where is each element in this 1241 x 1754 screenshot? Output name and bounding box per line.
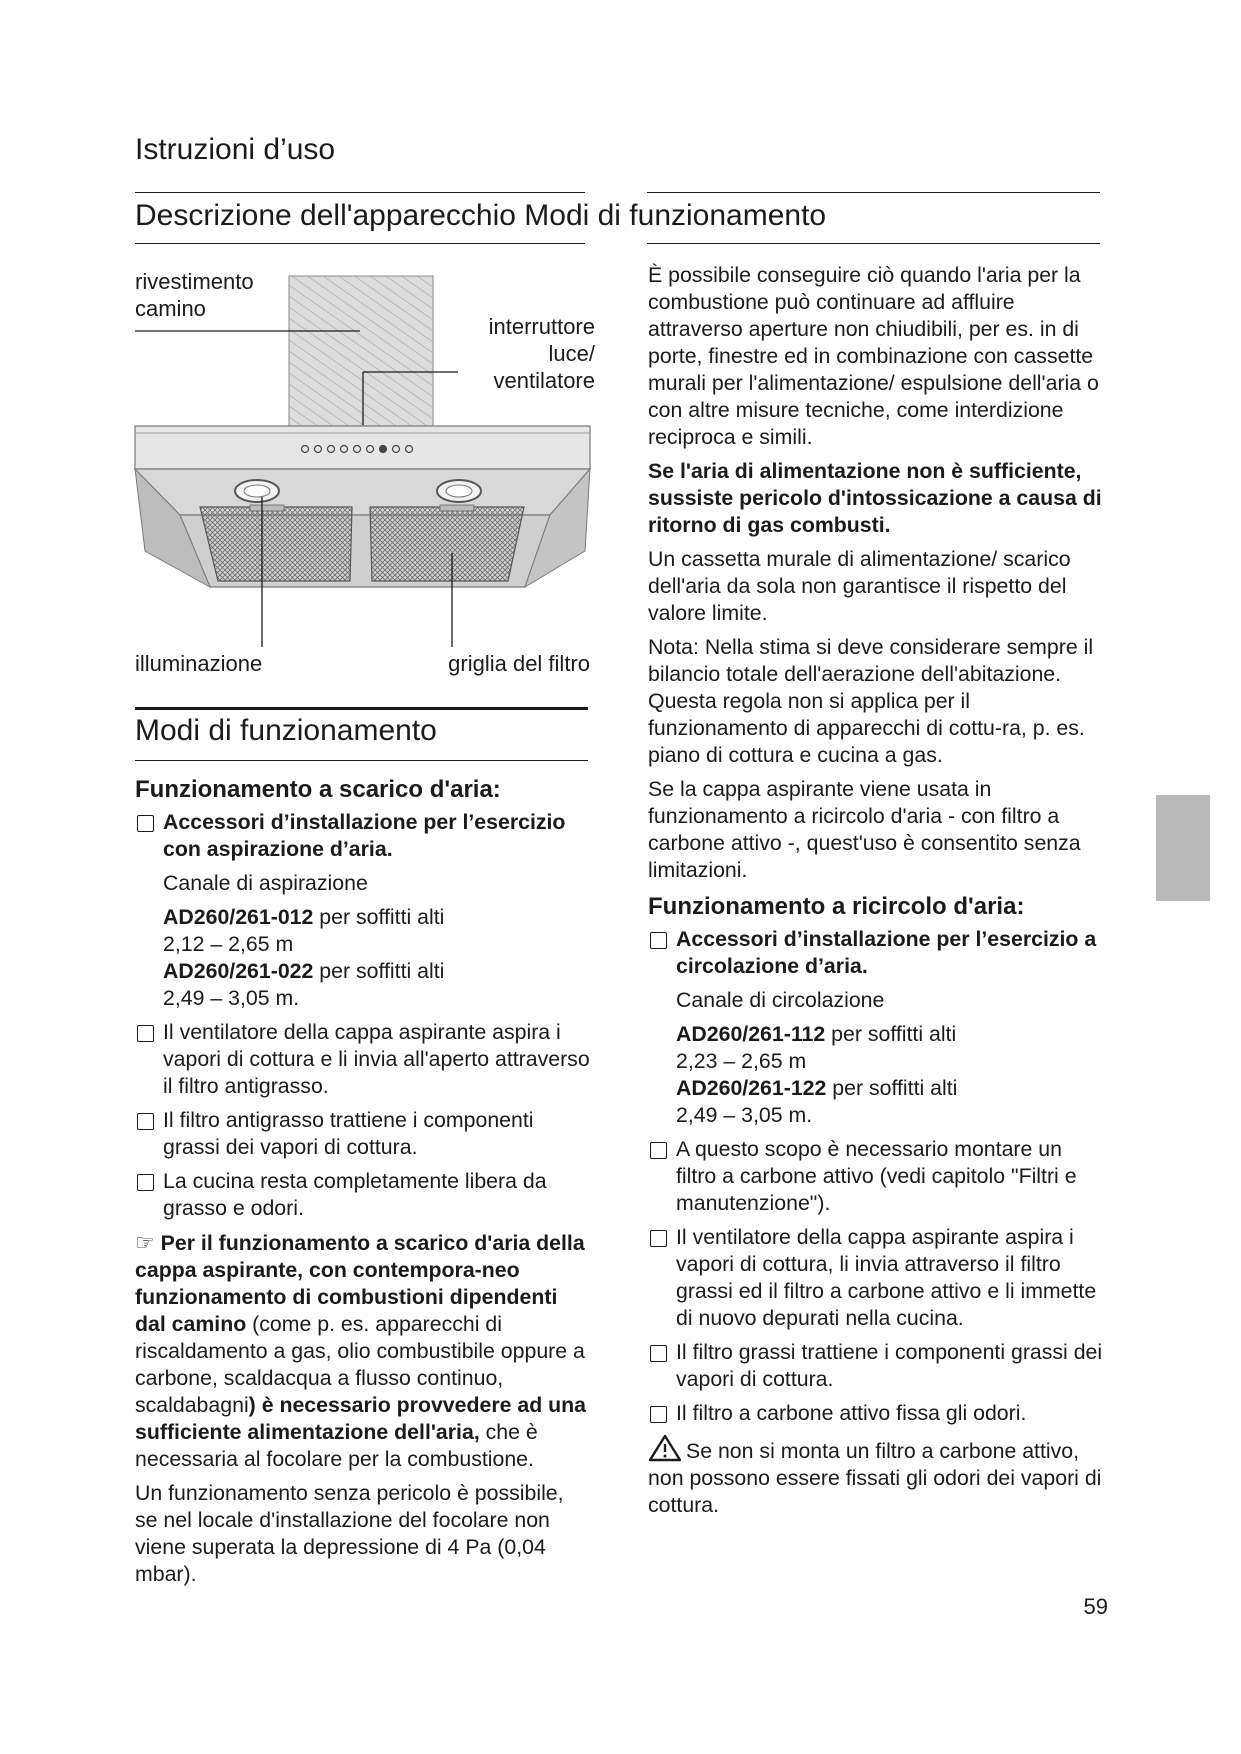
grease-filter-right — [370, 507, 524, 581]
label-switch: interruttore luce/ ventilatore — [488, 314, 595, 393]
safety-note: ☞ Per il funzionamento a scarico d'aria della cappa aspirante, con contempora-neo funzionamento di combustioni dipendenti dal camino (come p. es. apparecchi di riscaldamento a gas, olio combustibile oppure a carbone, scaldacqua a flusso continuo, scaldabagni) è necessario provvedere ad una sufficiente alimentazione dell'aria, che è necessaria al focolare per la combustione. — [135, 1230, 587, 1471]
checkbox-icon — [137, 1025, 154, 1042]
paragraph: Nota: Nella stima si deve considerare sempre il bilancio totale dell'aerazione dell'abitazione. Questa regola non si applica per il funzionamento di apparecchi di cottu-ra, p. es. piano di cottura e cucina a gas. — [648, 635, 1094, 767]
list-item: Il filtro antigrasso trattiene i componenti grassi dei vapori di cottura. — [135, 1107, 590, 1161]
rule-right-bottom — [647, 243, 1100, 244]
checkbox-icon — [650, 1345, 667, 1362]
list-item: Il ventilatore della cappa aspirante aspira i vapori di cottura e li invia all'aperto attraverso il filtro antigrasso. — [135, 1019, 590, 1100]
model-entry: AD260/261-012 per soffitti alti — [163, 905, 445, 929]
paragraph: Un funzionamento senza pericolo è possibile, se nel locale d'installazione del focolare non viene superata la depressione di 4 Pa (0,04 mbar). — [135, 1481, 564, 1586]
section-title: Descrizione dell'apparecchio Modi di funzionamento — [135, 199, 827, 232]
label-chimney-cover: rivestimento camino — [135, 269, 254, 321]
checkbox-icon — [650, 932, 667, 949]
checkbox-icon — [137, 815, 154, 832]
chapter-tab — [1156, 795, 1210, 901]
rule-modes — [135, 707, 588, 710]
list-item: Il ventilatore della cappa aspirante aspira i vapori di cottura, li invia attraverso il filtro grassi ed il filtro a carbone attivo e li immette di nuovo depurati nella cucina. — [648, 1224, 1108, 1332]
warning-triangle-icon — [648, 1434, 682, 1462]
recirculation-mode-heading: Funzionamento a ricircolo d'aria: — [648, 893, 1025, 920]
model-entry: AD260/261-122 per soffitti alti — [676, 1076, 958, 1100]
checkbox-icon — [650, 1406, 667, 1423]
model-range: 2,49 – 3,05 m. — [163, 986, 300, 1010]
list-item: Il filtro grassi trattiene i componenti grassi dei vapori di cottura. — [648, 1339, 1108, 1393]
rule-left-bottom — [135, 243, 585, 244]
right-column — [648, 262, 1108, 1526]
list-item: Accessori d’installazione per l’esercizio a circolazione d’aria. — [648, 926, 1108, 980]
exhaust-mode-heading: Funzionamento a scarico d'aria: — [135, 776, 501, 803]
paragraph: Se la cappa aspirante viene usata in funzionamento a ricircolo d'aria - con filtro a carbone attivo -, quest'uso è consentito senza limitazioni. — [648, 777, 1081, 882]
grease-filter-left — [200, 507, 352, 581]
model-range: 2,23 – 2,65 m — [676, 1049, 807, 1073]
rule-modes-bottom — [135, 760, 588, 761]
left-column — [135, 775, 590, 1595]
rule-left-top — [135, 192, 585, 193]
label-filter-grid: griglia del filtro — [448, 651, 590, 676]
list-item: Il filtro a carbone attivo fissa gli odori. — [648, 1400, 1108, 1427]
model-entry: AD260/261-112 per soffitti alti — [676, 1022, 957, 1046]
list-item: Accessori d’installazione per l’esercizio con aspirazione d’aria. — [135, 809, 590, 863]
paragraph: È possibile conseguire ciò quando l'aria per la combustione può continuare ad affluire attraverso aperture non chiudibili, per es. in di porte, finestre ed in combinazione con cassette murali per l'alimentazione/ espulsione dell'aria o con altre misure tecniche, come interdizione reciproca e simili. — [648, 263, 1099, 449]
modes-heading: Modi di funzionamento — [135, 714, 437, 747]
document-title: Istruzioni d’uso — [135, 133, 336, 166]
checkbox-icon — [137, 1113, 154, 1130]
checkbox-icon — [650, 1142, 667, 1159]
label-lighting: illuminazione — [135, 651, 263, 676]
caution-note: Se non si monta un filtro a carbone attivo, non possono essere fissati gli odori dei vapori di cottura. — [648, 1434, 1108, 1519]
checkbox-icon — [650, 1230, 667, 1247]
warning-paragraph: Se l'aria di alimentazione non è sufficiente, sussiste pericolo d'intossicazione a causa di ritorno di gas combusti. — [648, 459, 1102, 537]
paragraph: Un cassetta murale di alimentazione/ scarico dell'aria da sola non garantisce il rispetto del valore limite. — [648, 547, 1071, 625]
list-item: A questo scopo è necessario montare un filtro a carbone attivo (vedi capitolo "Filtri e manutenzione"). — [648, 1136, 1108, 1217]
hood-canopy — [135, 426, 590, 469]
model-range: 2,12 – 2,65 m — [163, 932, 294, 956]
checkbox-icon — [137, 1174, 154, 1191]
list-item: La cucina resta completamente libera da grasso e odori. — [135, 1168, 590, 1222]
rule-right-top — [647, 192, 1100, 193]
page-number: 59 — [1083, 1594, 1108, 1619]
channel-name: Canale di aspirazione — [163, 871, 368, 895]
pointing-hand-icon: ☞ — [135, 1230, 155, 1255]
channel-name: Canale di circolazione — [676, 988, 885, 1012]
model-range: 2,49 – 3,05 m. — [676, 1103, 813, 1127]
model-entry: AD260/261-022 per soffitti alti — [163, 959, 445, 983]
